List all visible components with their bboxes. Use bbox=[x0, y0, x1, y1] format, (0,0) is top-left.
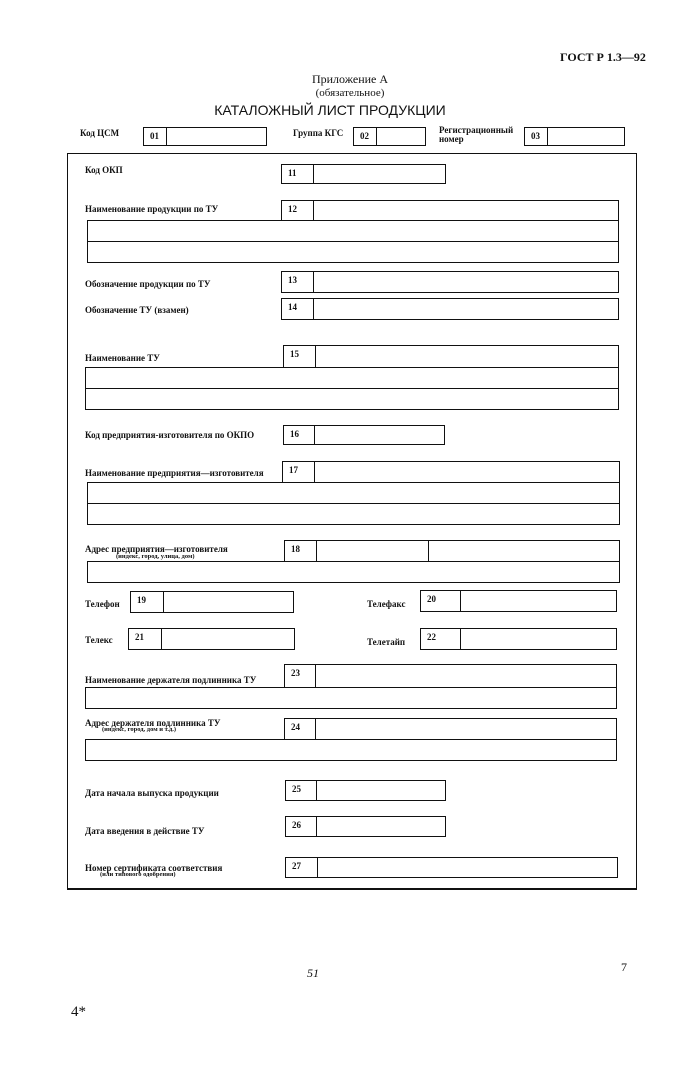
tu-name-input[interactable] bbox=[315, 345, 619, 368]
start-date-input[interactable] bbox=[316, 780, 446, 801]
maker-addr-code-box: 18 bbox=[284, 540, 317, 562]
name-tu-input-line-2[interactable] bbox=[87, 220, 619, 242]
fax-label: Телефакс bbox=[367, 599, 406, 609]
maker-addr-input-line-2[interactable] bbox=[87, 561, 620, 583]
maker-name-input[interactable] bbox=[314, 461, 620, 483]
maker-name-input-line-3[interactable] bbox=[87, 503, 620, 525]
name-tu-input-line-3[interactable] bbox=[87, 241, 619, 263]
tu-name-label: Наименование ТУ bbox=[85, 353, 160, 363]
holder-addr-code-box: 24 bbox=[284, 718, 316, 740]
reg-label bbox=[439, 126, 513, 144]
phone-code-box: 19 bbox=[130, 591, 164, 613]
csm-label: Код ЦСМ bbox=[80, 128, 120, 138]
tu-name-input-line-2[interactable] bbox=[85, 367, 619, 389]
effective-date-input[interactable] bbox=[316, 816, 446, 837]
start-date-code-box: 25 bbox=[285, 780, 317, 801]
holder-addr-hint: (индекс, город, дом и т.д.) bbox=[102, 726, 177, 733]
telex-code-box: 21 bbox=[128, 628, 162, 650]
holder-name-code-box: 23 bbox=[284, 664, 316, 688]
okp-code-box: 11 bbox=[281, 164, 314, 184]
fax-code-box: 20 bbox=[420, 590, 461, 612]
designation-code-box: 13 bbox=[281, 271, 314, 293]
tu-replace-input[interactable] bbox=[313, 298, 619, 320]
reg-code-box: 03 bbox=[524, 127, 548, 146]
holder-addr-input[interactable] bbox=[315, 718, 617, 740]
effective-date-code-box: 26 bbox=[285, 816, 317, 837]
tu-replace-label: Обозначение ТУ (взамен) bbox=[85, 305, 189, 315]
maker-addr-input-2[interactable] bbox=[428, 540, 620, 562]
telex-label: Телекс bbox=[85, 635, 113, 645]
tu-replace-code-box: 14 bbox=[281, 298, 314, 320]
cert-code-box: 27 bbox=[285, 857, 318, 878]
name-tu-label: Наименование продукции по ТУ bbox=[85, 204, 219, 214]
holder-name-input-line-2[interactable] bbox=[85, 687, 617, 709]
teletype-input[interactable] bbox=[460, 628, 617, 650]
holder-addr-input-line-2[interactable] bbox=[85, 739, 617, 761]
maker-name-label: Наименование предприятия—изготовителя bbox=[85, 468, 264, 478]
csm-code-box: 01 bbox=[143, 127, 167, 146]
kgs-label: Группа КГС bbox=[293, 128, 344, 138]
start-date-label: Дата начала выпуска продукции bbox=[85, 788, 219, 798]
holder-addr-label: Адрес держателя подлинника ТУ bbox=[85, 718, 221, 728]
phone-input[interactable] bbox=[163, 591, 294, 613]
page-number: 51 bbox=[307, 966, 319, 980]
maker-addr-hint: (индекс, город, улица, дом) bbox=[116, 553, 195, 560]
okp-label: Код ОКП bbox=[85, 165, 123, 175]
reg-label-line-2: номер bbox=[439, 134, 464, 144]
tu-name-code-box: 15 bbox=[283, 345, 316, 368]
phone-label: Телефон bbox=[85, 599, 120, 609]
kgs-code-box: 02 bbox=[353, 127, 377, 146]
teletype-label: Телетайп bbox=[367, 637, 406, 647]
holder-name-input[interactable] bbox=[315, 664, 617, 688]
appendix-status: (обязательное) bbox=[315, 87, 385, 99]
name-tu-input[interactable] bbox=[313, 200, 619, 221]
designation-input[interactable] bbox=[313, 271, 619, 293]
telex-input[interactable] bbox=[161, 628, 295, 650]
maker-name-code-box: 17 bbox=[282, 461, 315, 483]
footer-mark: 4* bbox=[71, 1004, 86, 1020]
okpo-code-box: 16 bbox=[283, 425, 315, 445]
cert-input[interactable] bbox=[317, 857, 618, 878]
sheet-number: 7 bbox=[621, 960, 627, 974]
okp-input[interactable] bbox=[313, 164, 446, 184]
cert-label: Номер сертификата соответствия bbox=[85, 863, 223, 873]
teletype-code-box: 22 bbox=[420, 628, 461, 650]
cert-hint: (или типового одобрения) bbox=[100, 871, 176, 878]
tu-name-input-line-3[interactable] bbox=[85, 388, 619, 410]
name-tu-code-box: 12 bbox=[281, 200, 314, 221]
reg-label-line-1: Регистрационный bbox=[439, 125, 514, 135]
maker-name-input-line-2[interactable] bbox=[87, 482, 620, 504]
fax-input[interactable] bbox=[460, 590, 617, 612]
page-title: КАТАЛОЖНЫЙ ЛИСТ ПРОДУКЦИИ bbox=[214, 102, 446, 118]
designation-label: Обозначение продукции по ТУ bbox=[85, 279, 211, 289]
maker-addr-label: Адрес предприятия—изготовителя bbox=[85, 544, 228, 554]
kgs-input[interactable] bbox=[376, 127, 426, 146]
appendix-label: Приложение А bbox=[311, 72, 389, 86]
standard-number: ГОСТ Р 1.3—92 bbox=[560, 50, 646, 64]
okpo-label: Код предприятия-изготовителя по ОКПО bbox=[85, 430, 255, 440]
csm-input[interactable] bbox=[166, 127, 267, 146]
reg-input[interactable] bbox=[547, 127, 625, 146]
effective-date-label: Дата введения в действие ТУ bbox=[85, 826, 205, 836]
maker-addr-input[interactable] bbox=[316, 540, 429, 562]
holder-name-label: Наименование держателя подлинника ТУ bbox=[85, 675, 257, 685]
okpo-input[interactable] bbox=[314, 425, 445, 445]
